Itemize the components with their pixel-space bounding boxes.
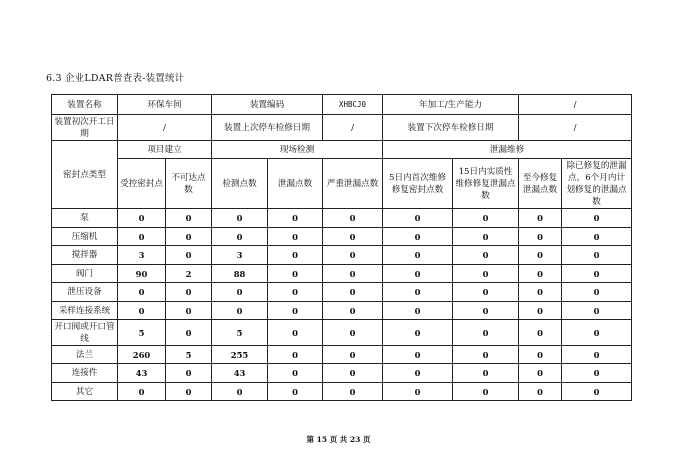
- value-cell: 0: [268, 383, 323, 401]
- value-cell: 0: [383, 346, 453, 364]
- section-title: 6.3 企业LDAR普查表-装置统计: [46, 73, 185, 84]
- value-cell: 0: [383, 364, 453, 383]
- value-cell: 0: [323, 283, 383, 302]
- value-cell: 0: [212, 302, 268, 320]
- ldar-statistics-table: [51, 94, 632, 401]
- value-cell: 0: [562, 320, 632, 346]
- seal-type-cell: 阀门: [52, 265, 118, 283]
- value-cell: 0: [519, 364, 562, 383]
- value-cell: 0: [519, 320, 562, 346]
- value-cell: 0: [118, 383, 166, 401]
- col-header-controlled-seals: 受控密封点: [118, 159, 166, 209]
- value-cell: 0: [166, 228, 212, 246]
- value-cell: 0: [519, 246, 562, 265]
- value-cell: 0: [268, 283, 323, 302]
- value-cell: 43: [212, 364, 268, 383]
- value-cell: 0: [166, 246, 212, 265]
- value-cell: 0: [323, 320, 383, 346]
- data-rows: [52, 209, 632, 401]
- value-cell: 0: [268, 320, 323, 346]
- col-header-5day-repair: 5日内首次维修修复密封点数: [383, 159, 453, 209]
- value-cell: 0: [212, 209, 268, 228]
- first-start-label: 装置初次开工日期: [52, 115, 118, 141]
- value-cell: 0: [562, 228, 632, 246]
- value-cell: 0: [519, 383, 562, 401]
- value-cell: 5: [212, 320, 268, 346]
- seal-type-cell: 开口阀或开口管线: [52, 320, 118, 346]
- value-cell: 0: [453, 302, 519, 320]
- column-header-row: [52, 159, 632, 209]
- leak-repair-header: 泄漏维修: [383, 141, 632, 159]
- value-cell: 2: [166, 265, 212, 283]
- table-row: [52, 346, 632, 364]
- value-cell: 5: [118, 320, 166, 346]
- value-cell: 0: [118, 302, 166, 320]
- value-cell: 3: [118, 246, 166, 265]
- value-cell: 0: [383, 320, 453, 346]
- value-cell: 3: [212, 246, 268, 265]
- value-cell: 0: [453, 265, 519, 283]
- value-cell: 0: [453, 228, 519, 246]
- table-row: [52, 246, 632, 265]
- value-cell: 0: [562, 383, 632, 401]
- value-cell: 0: [268, 346, 323, 364]
- value-cell: 0: [519, 302, 562, 320]
- seal-type-cell: 泵: [52, 209, 118, 228]
- device-code-value: XHBCJ0: [323, 95, 383, 115]
- value-cell: 0: [562, 364, 632, 383]
- value-cell: 0: [166, 209, 212, 228]
- value-cell: 0: [268, 364, 323, 383]
- seal-type-cell: 其它: [52, 383, 118, 401]
- table-row: [52, 209, 632, 228]
- table-row: [52, 383, 632, 401]
- value-cell: 0: [383, 265, 453, 283]
- value-cell: 0: [323, 346, 383, 364]
- seal-type-cell: 法兰: [52, 346, 118, 364]
- value-cell: 260: [118, 346, 166, 364]
- table-row: [52, 265, 632, 283]
- value-cell: 0: [562, 246, 632, 265]
- value-cell: 0: [268, 246, 323, 265]
- project-setup-header: 项目建立: [118, 141, 212, 159]
- seal-type-header: 密封点类型: [52, 141, 118, 209]
- value-cell: 0: [166, 383, 212, 401]
- value-cell: 0: [453, 209, 519, 228]
- value-cell: 0: [323, 228, 383, 246]
- value-cell: 0: [562, 265, 632, 283]
- value-cell: 0: [383, 228, 453, 246]
- first-start-value: /: [118, 115, 212, 141]
- info-row-2: [52, 115, 632, 141]
- value-cell: 43: [118, 364, 166, 383]
- value-cell: 0: [519, 228, 562, 246]
- seal-type-cell: 泄压设备: [52, 283, 118, 302]
- value-cell: 0: [562, 346, 632, 364]
- value-cell: 0: [118, 283, 166, 302]
- value-cell: 0: [323, 209, 383, 228]
- value-cell: 0: [519, 346, 562, 364]
- value-cell: 0: [166, 364, 212, 383]
- table-row: [52, 228, 632, 246]
- value-cell: 0: [562, 283, 632, 302]
- value-cell: 0: [268, 265, 323, 283]
- value-cell: 0: [453, 246, 519, 265]
- value-cell: 88: [212, 265, 268, 283]
- last-shutdown-value: /: [323, 115, 383, 141]
- page-number: 第 15 页 共 23 页: [306, 435, 371, 444]
- value-cell: 0: [118, 228, 166, 246]
- value-cell: 0: [383, 383, 453, 401]
- info-row-1: [52, 95, 632, 115]
- value-cell: 0: [268, 302, 323, 320]
- value-cell: 0: [453, 364, 519, 383]
- value-cell: 0: [519, 209, 562, 228]
- value-cell: 0: [519, 265, 562, 283]
- field-detection-header: 现场检测: [212, 141, 383, 159]
- table-row: [52, 320, 632, 346]
- col-header-15day-repair: 15日内实质性维修修复泄漏点数: [453, 159, 519, 209]
- value-cell: 0: [323, 265, 383, 283]
- value-cell: 5: [166, 346, 212, 364]
- capacity-label: 年加工/生产能力: [383, 95, 519, 115]
- device-name-label: 装置名称: [52, 95, 118, 115]
- value-cell: 0: [453, 346, 519, 364]
- group-header-row: [52, 141, 632, 159]
- table-row: [52, 364, 632, 383]
- col-header-leaks: 泄漏点数: [268, 159, 323, 209]
- seal-type-cell: 连接件: [52, 364, 118, 383]
- col-header-6month-plan: 除已修复的泄漏点，6个月内计划修复的泄漏点数: [562, 159, 632, 209]
- device-name-value: 环保车间: [118, 95, 212, 115]
- table-row: [52, 302, 632, 320]
- table-row: [52, 283, 632, 302]
- value-cell: 0: [383, 209, 453, 228]
- value-cell: 0: [323, 246, 383, 265]
- col-header-unreachable: 不可达点数: [166, 159, 212, 209]
- seal-type-cell: 采样连接系统: [52, 302, 118, 320]
- capacity-value: /: [519, 95, 632, 115]
- value-cell: 0: [166, 320, 212, 346]
- value-cell: 0: [323, 364, 383, 383]
- last-shutdown-label: 装置上次停车检修日期: [212, 115, 323, 141]
- value-cell: 0: [562, 302, 632, 320]
- value-cell: 90: [118, 265, 166, 283]
- value-cell: 0: [453, 283, 519, 302]
- seal-type-cell: 压缩机: [52, 228, 118, 246]
- value-cell: 0: [383, 246, 453, 265]
- value-cell: 255: [212, 346, 268, 364]
- value-cell: 0: [323, 302, 383, 320]
- value-cell: 0: [166, 283, 212, 302]
- seal-type-cell: 搅拌器: [52, 246, 118, 265]
- value-cell: 0: [453, 383, 519, 401]
- value-cell: 0: [383, 283, 453, 302]
- value-cell: 0: [118, 209, 166, 228]
- device-code-label: 装置编码: [212, 95, 323, 115]
- col-header-severe-leaks: 严重泄漏点数: [323, 159, 383, 209]
- value-cell: 0: [383, 302, 453, 320]
- value-cell: 0: [166, 302, 212, 320]
- col-header-detected: 检测点数: [212, 159, 268, 209]
- value-cell: 0: [268, 209, 323, 228]
- value-cell: 0: [562, 209, 632, 228]
- value-cell: 0: [323, 383, 383, 401]
- next-shutdown-value: /: [519, 115, 632, 141]
- value-cell: 0: [212, 228, 268, 246]
- value-cell: 0: [268, 228, 323, 246]
- value-cell: 0: [212, 283, 268, 302]
- value-cell: 0: [519, 283, 562, 302]
- value-cell: 0: [453, 320, 519, 346]
- next-shutdown-label: 装置下次停车检修日期: [383, 115, 519, 141]
- value-cell: 0: [212, 383, 268, 401]
- col-header-repaired-to-date: 至今修复泄漏点数: [519, 159, 562, 209]
